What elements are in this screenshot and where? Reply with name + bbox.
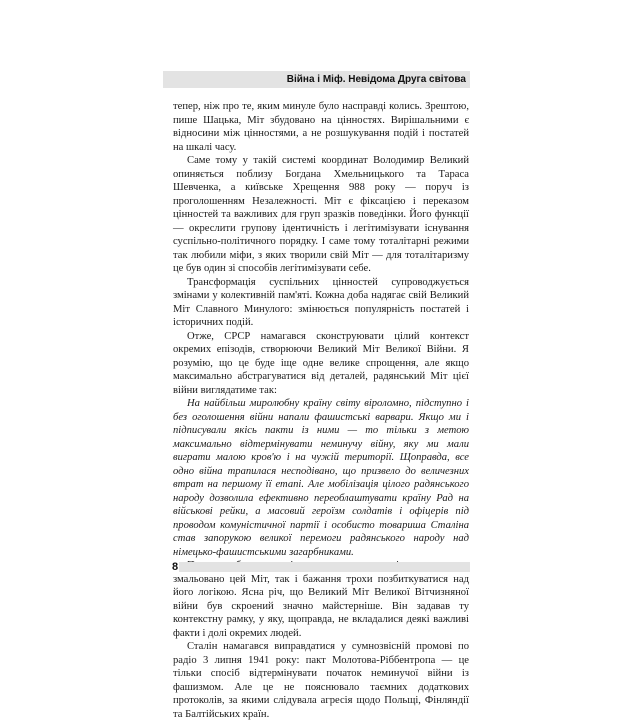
italic-quote-paragraph: На найбільш миролюбну країну світу віроломно, підступно і без оголошення війни напали фашистські варвари. Якщо ми і підписували якісь пакти із ними — то тільки з метою максимально відтермінувати неминучу війну, яку ми мали виграти малою кров'ю і на чужій території. Щоправда, все одно війна трапилася несподівано, що призвело до величезних втрат на першому її етапі. Але мобілізація цілого радянського народу дозволила ефективно переоблаштувати країну Рад на військові рейки, а масовий героїзм солдатів і офіцерів під проводом комуністичної партії і особисто товариша Сталіна став запорукою великої перемоги радянського народу над німецько-фашистськими загарбниками. (173, 398, 469, 558)
footer-bar (179, 562, 470, 572)
paragraph: Трансформація суспільних цінностей супроводжується змінами у колективній пам'яті. Кожна доба надягає свій Великий Міт Славного Минулого: змінюється популярність постатей і історичних подій. (173, 276, 469, 328)
page-body (173, 100, 469, 721)
paragraph: тепер, ніж про те, яким минуле було насправді колись. Зрештою, пише Шацька, Міт збудовано на цінностях. Вирішальними є відносини між цінностями, а не розшукування подій і постатей на шкалі часу. (173, 101, 469, 153)
paragraph: Сталін намагався виправдатися у сумнозвісній промові по радіо 3 липня 1941 року: пакт Молотова-Ріббентропа — це тільки спосіб відтермінувати початок неминучої війни із фашизмом. Але це не пояснювало таємних додаткових протоколів, за якими слідувала агресія щодо Польщі, Фінляндії та Балтійських країн. (173, 641, 469, 720)
paragraph: змальовано цей Міт, так і бажання трохи позбиткуватися над його логікою. Ясна річ, що Великий Міт Великої Вітчизняної війни був скроений значно майстерніше. Він задавав ту контекстну рамку, у яку, щоправда, не вкладалися деякі важливі факти і долі окремих людей. (173, 573, 469, 639)
paragraph: Отже, СРСР намагався сконструювати цілий контекст окремих епізодів, створюючи Великий Міт Великої Війни. Я розумію, що це буде іще одне велике спрощення, але якщо максимально абстрагуватися від деталей, радянський Міт цієї війни виглядатиме так: (173, 330, 469, 396)
paragraph: Саме тому у такій системі координат Володимир Великий опиняється поблизу Богдана Хмельницького та Тараса Шевченка, а київське Хрещення 988 року — поруч із проголошенням Незалежності. Міт є фіксацією і переказом цінностей та важливих для груп зразків поведінки. Його функції — окреслити групову ідентичність і легітимізувати існування суспільно-політичного порядку. І саме тому тоталітарні режими так любили міфи, з яких творили свій Міт — для тоталітаризму це був один зі способів легітимізувати себе. (173, 155, 469, 274)
page-number: 8 (172, 561, 179, 573)
running-header-title: Війна і Міф. Невідома Друга світова (286, 74, 466, 85)
running-header (163, 71, 470, 88)
